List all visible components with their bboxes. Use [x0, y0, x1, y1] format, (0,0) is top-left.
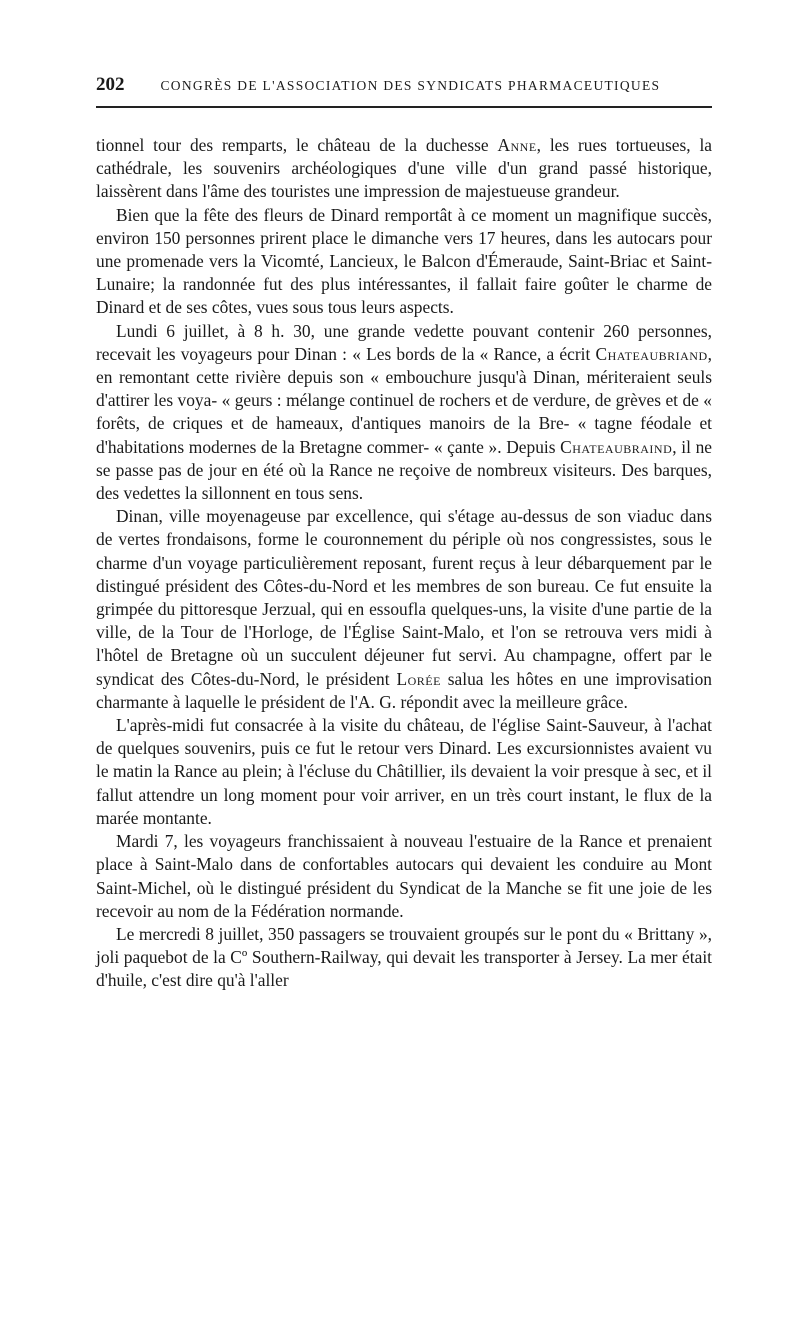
paragraph-6: Mardi 7, les voyageurs franchissaient à nouveau l'estuaire de la Rance et prenaient place à Saint-Malo dans de confortables autocars qui devaient les conduire au Mont Saint-Michel, où le distingué président du Syndicat de la Manche se fit une joie de les recevoir au nom de la Fédération normande.: [96, 831, 712, 921]
paragraph-5: L'après-midi fut consacrée à la visite du château, de l'église Saint-Sauveur, à l'achat de quelques souvenirs, puis ce fut le retour vers Dinard. Les excursionnistes avaient vu le matin la Rance au plein; à l'écluse du Châtillier, ils devaient la voir presque à sec, et il fallut attendre un long moment pour voir arriver, en un très court instant, le flux de la marée montante.: [96, 715, 712, 828]
paragraph-1: tionnel tour des remparts, le château de la duchesse Anne, les rues tortueuses, la cathédrale, les souvenirs archéologiques d'une ville d'un grand passé historique, laissèrent dans l'âme des touristes une impression de majestueuse grandeur.: [96, 135, 712, 202]
name-chateaubraind: Chateaubraind: [560, 436, 673, 457]
running-title: CONGRÈS DE L'ASSOCIATION DES SYNDICATS PHARMACEUTIQUES: [160, 78, 661, 93]
header-rule: [96, 106, 712, 108]
paragraph-7: Le mercredi 8 juillet, 350 passagers se trouvaient groupés sur le pont du « Brittany », joli paquebot de la Cº Southern-Railway, qui devait les transporter à Jersey. La mer était d'huile, c'est dire qu'à l'aller: [96, 923, 712, 991]
book-page: [96, 74, 712, 993]
page-number: 202: [96, 74, 125, 95]
paragraph-4: Dinan, ville moyenageuse par excellence, qui s'étage au-dessus de son viaduc dans de vertes frondaisons, forme le couronnement du périple où nos congressistes, sous le charme d'un voyage particulièrement reposant, furent reçus à leur débarquement par le distingué président des Côtes-du-Nord et les membres de son bureau. Ce fut ensuite la grimpée du pittoresque Jerzual, qui en essoufla quelques-uns, la visite d'une partie de la ville, de la Tour de l'Horloge, de l'Église Saint-Malo, et l'on se retrouva vers midi à l'hôtel de Bretagne où un succulent déjeuner fut servi. Au champagne, offert par le syndicat des Côtes-du-Nord, le président Lorée salua les hôtes en une improvisation charmante à laquelle le président de l'A. G. répondit avec la meilleure grâce.: [96, 506, 712, 712]
name-loree: Lorée: [396, 668, 441, 689]
paragraph-2: Bien que la fête des fleurs de Dinard remportât à ce moment un magnifique succès, environ 150 personnes prirent place le dimanche vers 17 heures, dans les autocars pour une promenade vers la Vicomté, Lancieux, le Balcon d'Émeraude, Saint-Briac et Saint-Lunaire; la randonnée fut des plus intéressantes, il fallait faire goûter le charme de Dinard et de ses côtes, vues sous tous leurs aspects.: [96, 204, 712, 318]
body-text: [96, 134, 712, 993]
name-anne: Anne: [497, 135, 537, 155]
name-chateaubriand: Chateaubriand: [595, 343, 708, 364]
paragraph-3: Lundi 6 juillet, à 8 h. 30, une grande vedette pouvant contenir 260 personnes, recevait les voyageurs pour Dinan : « Les bords de la « Rance, a écrit Chateaubriand, en remontant cette rivière depuis son « embouchure jusqu'à Dinan, mériteraient seuls d'attirer les voya- « geurs : mélange continuel de rochers et de verdure, de grèves et de « forêts, de criques et de hameaux, d'antiques manoirs de la Bre- « tagne féodale et d'habitations modernes de la Bretagne commer- « çante ». Depuis Chateaubraind, il ne se passe pas de jour en été où la Rance ne reçoive de nombreux visiteurs. Des barques, des vedettes la sillonnent en tous sens.: [96, 320, 713, 504]
page-header: [96, 74, 712, 102]
